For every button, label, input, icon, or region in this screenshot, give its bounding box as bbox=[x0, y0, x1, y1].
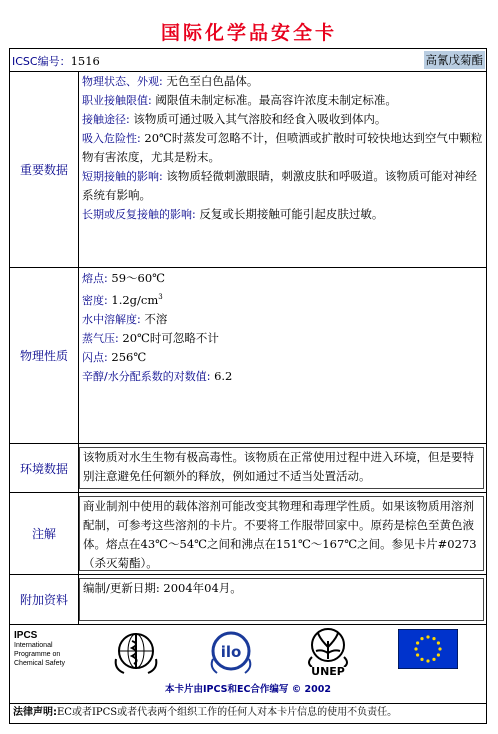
legal-text: EC或者IPCS或者代表两个组织工作的任何人对本卡片信息的使用不负责任。 bbox=[57, 707, 398, 718]
physical-item-value: 59～60℃ bbox=[107, 271, 166, 285]
physical-item-value: 20℃时可忽略不计 bbox=[118, 330, 219, 345]
additional-row bbox=[10, 575, 486, 625]
physical-item-key: 闪点: bbox=[82, 350, 108, 364]
important-item-key: 物理状态、外观: bbox=[82, 75, 163, 88]
important-data-label: 重要数据 bbox=[10, 71, 79, 267]
chemical-name: 高氰戊菊酯 bbox=[425, 53, 483, 67]
physical-item-key: 水中溶解度: bbox=[82, 312, 141, 326]
physical-item-sup: 3 bbox=[158, 293, 163, 301]
physical-item-key: 密度: bbox=[82, 293, 108, 307]
notes-row bbox=[10, 493, 486, 575]
physical-properties-content bbox=[79, 268, 486, 443]
important-item-value: 该物质可通过吸入其气溶胶和经食入吸收到体内。 bbox=[129, 112, 387, 126]
additional-text: 编制/更新日期: 2004年04月。 bbox=[79, 578, 484, 621]
notes-text: 商业制剂中使用的载体溶剂可能改变其物理和毒理学性质。如果该物质用溶剂配制，可参考这些溶剂的卡片。不要将工作服带回家中。原药是棕色至黄色液体。熔点在43℃～54℃之间和沸点在151℃～167℃之间。参见卡片#0273 （杀灭菊酯）。 bbox=[79, 496, 484, 571]
physical-item-value: 1.2g/cm bbox=[107, 292, 159, 307]
important-item bbox=[82, 205, 483, 224]
physical-item bbox=[82, 310, 483, 329]
physical-item-value: 256℃ bbox=[107, 349, 147, 364]
legal-statement bbox=[13, 703, 397, 723]
physical-properties-label: 物理性质 bbox=[10, 268, 79, 443]
physical-item-value: 6.2 bbox=[210, 368, 233, 383]
icsc-number bbox=[12, 53, 100, 69]
important-item bbox=[82, 91, 483, 110]
physical-item bbox=[82, 348, 483, 367]
svg-text:ilo: ilo bbox=[220, 643, 242, 661]
environment-text: 该物质对水生生物有极高毒性。该物质在正常使用过程中进入环境，但是要特别注意避免任何额外的释放，例如通过不适当处置活动。 bbox=[79, 447, 484, 489]
unep-logo-icon bbox=[302, 627, 354, 667]
important-item bbox=[82, 72, 483, 91]
ipcs-logo bbox=[14, 631, 65, 668]
environment-label: 环境数据 bbox=[10, 444, 79, 492]
important-item-value: 无色至白色晶体。 bbox=[162, 74, 259, 88]
notes-label: 注解 bbox=[10, 493, 79, 574]
important-item bbox=[82, 110, 483, 129]
icsc-header bbox=[10, 49, 486, 72]
physical-item bbox=[82, 367, 483, 386]
important-item-value: 反复或长期接触可能引起皮肤过敏。 bbox=[195, 207, 384, 221]
important-item bbox=[82, 129, 483, 167]
physical-item-key: 辛醇/水分配系数的对数值: bbox=[82, 369, 211, 383]
legal-label: 法律声明: bbox=[13, 707, 57, 718]
additional-label: 附加资料 bbox=[10, 575, 79, 624]
logos-row bbox=[10, 625, 486, 704]
physical-item bbox=[82, 329, 483, 348]
who-logo-icon bbox=[110, 629, 162, 677]
important-item-key: 短期接触的影响: bbox=[82, 170, 163, 183]
important-item-key: 吸入危险性: bbox=[82, 132, 141, 145]
safety-card bbox=[9, 48, 487, 724]
ipcs-title: IPCS bbox=[14, 630, 38, 641]
physical-item bbox=[82, 288, 483, 310]
important-item-key: 接触途径: bbox=[82, 113, 130, 126]
environment-row bbox=[10, 444, 486, 493]
important-item-key: 长期或反复接触的影响: bbox=[82, 208, 196, 221]
physical-item bbox=[82, 269, 483, 288]
icsc-label: ICSC编号： bbox=[12, 55, 71, 68]
important-item-value: 20℃时蒸发可忽略不计，但喷洒或扩散时可较快地达到空气中颗粒物有害浓度，尤其是粉末。 bbox=[82, 131, 483, 164]
physical-item-key: 蒸气压: bbox=[82, 331, 119, 345]
cooperation-note: 本卡片由IPCS和EC合作编写 © 2002 bbox=[164, 684, 331, 695]
physical-item-key: 熔点: bbox=[82, 272, 108, 285]
eu-flag-icon bbox=[398, 629, 458, 669]
important-item-value: 阈限值未制定标准。最高容许浓度未制定标准。 bbox=[151, 93, 397, 107]
important-data-content bbox=[79, 71, 486, 267]
card-title: 国际化学品安全卡 bbox=[160, 22, 337, 44]
important-item-value: 该物质轻微刺激眼睛，刺激皮肤和呼吸道。该物质可能对神经系统有影响。 bbox=[82, 169, 477, 202]
physical-item-value: 不溶 bbox=[140, 311, 168, 326]
ilo-logo-icon bbox=[205, 629, 257, 677]
ipcs-line-3: Chemical Safety bbox=[14, 660, 65, 667]
important-item bbox=[82, 167, 483, 205]
important-item-key: 职业接触限值: bbox=[82, 94, 152, 107]
ipcs-line-1: International bbox=[14, 642, 53, 649]
ipcs-line-2: Programme on bbox=[14, 651, 61, 658]
important-data-row bbox=[10, 71, 486, 268]
unep-label: UNEP bbox=[311, 665, 345, 678]
physical-properties-row bbox=[10, 268, 486, 444]
icsc-value: 1516 bbox=[70, 54, 100, 68]
